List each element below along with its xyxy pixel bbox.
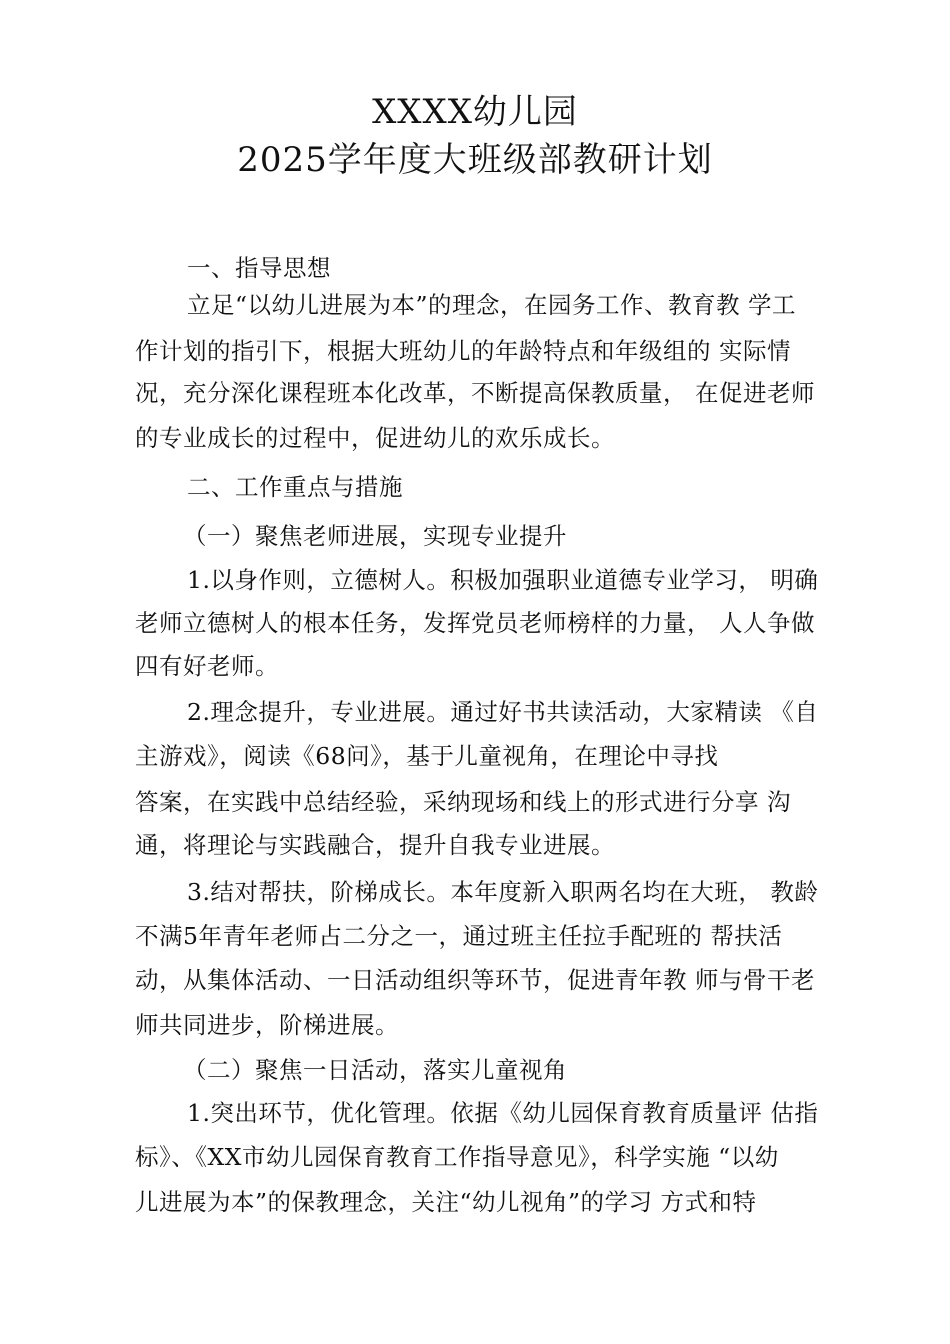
- paragraph-line: 立足“以幼儿进展为本”的理念，在园务工作、教育教 学工: [187, 291, 796, 319]
- paragraph-line: 老师立德树人的根本任务，发挥党员老师榜样的力量， 人人争做: [135, 609, 815, 637]
- section-heading-guiding-thought: 一、指导思想: [187, 254, 331, 282]
- paragraph-line: 师共同进步，阶梯进展。: [135, 1011, 399, 1039]
- paragraph-line: 作计划的指引下，根据大班幼儿的年龄特点和年级组的 实际情: [135, 337, 791, 365]
- paragraph-line: 1.突出环节，优化管理。依据《幼儿园保育教育质量评 估指: [187, 1099, 819, 1127]
- paragraph-line: 3.结对帮扶，阶梯成长。本年度新入职两名均在大班， 教龄: [187, 878, 819, 906]
- paragraph-line: 儿进展为本”的保教理念，关注“幼儿视角”的学习 方式和特: [135, 1188, 757, 1216]
- paragraph-line: 动，从集体活动、一日活动组织等环节，促进青年教 师与骨干老: [135, 966, 815, 994]
- section-heading-work-focus: 二、工作重点与措施: [187, 473, 403, 501]
- subsection-heading-daily-activities: （二）聚焦一日活动，落实儿童视角: [183, 1056, 567, 1084]
- document-title-plan: 2025学年度大班级部教研计划: [237, 140, 713, 180]
- subsection-heading-teacher-development: （一）聚焦老师进展，实现专业提升: [183, 522, 567, 550]
- document-title-school: XXXX幼儿园: [372, 92, 578, 132]
- paragraph-line: 答案，在实践中总结经验，采纳现场和线上的形式进行分享 沟: [135, 788, 791, 816]
- paragraph-line: 主游戏》，阅读《68问》，基于儿童视角，在理论中寻找: [135, 742, 719, 770]
- paragraph-line: 1.以身作则，立德树人。积极加强职业道德专业学习， 明确: [187, 566, 819, 594]
- paragraph-line: 通，将理论与实践融合，提升自我专业进展。: [135, 831, 615, 859]
- paragraph-line: 的专业成长的过程中，促进幼儿的欢乐成长。: [135, 424, 615, 452]
- paragraph-line: 不满5年青年老师占二分之一，通过班主任拉手配班的 帮扶活: [135, 922, 783, 950]
- paragraph-line: 2.理念提升，专业进展。通过好书共读活动，大家精读 《自: [187, 698, 819, 726]
- paragraph-line: 况，充分深化课程班本化改革，不断提高保教质量， 在促进老师: [135, 379, 815, 407]
- paragraph-line: 标》、《XX市幼儿园保育教育工作指导意见》，科学实施 “以幼: [135, 1143, 779, 1171]
- paragraph-line: 四有好老师。: [135, 652, 279, 680]
